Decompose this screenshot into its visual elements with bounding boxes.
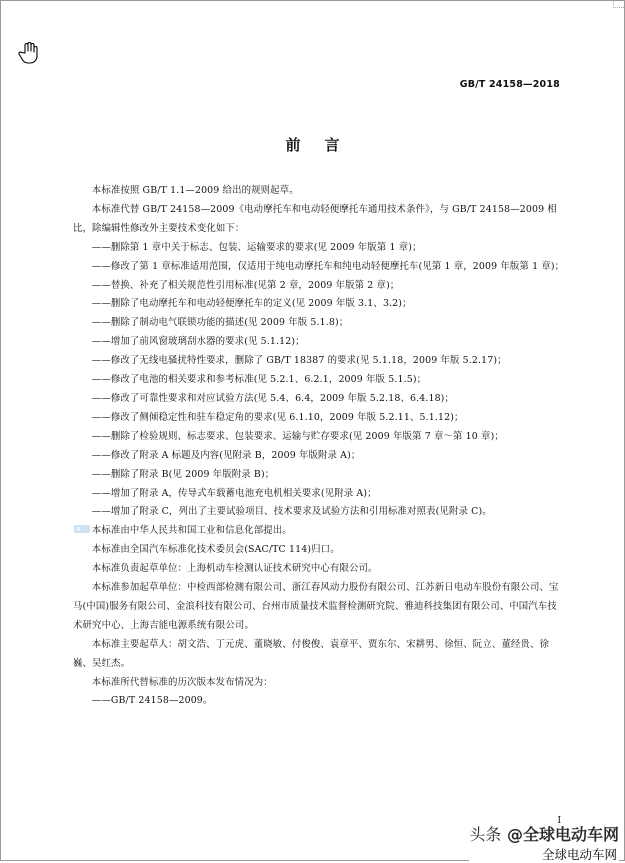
watermark-prefix: 头条 [469,825,502,844]
change-item: ——修改了电池的相关要求和参考标准(见 5.2.1、6.2.1，2009 年版 5.1.5)； [91,374,427,386]
paragraph: 本标准代替 GB/T 24158—2009《电动摩托车和电动轻便摩托车通用技术条件》，与 GB/T 24158—2009 相比，除编辑性修改外主要技术变化如下： [73,203,557,234]
paragraph: 本标准负责起草单位：上海机动车检测认证技术研究中心有限公司。 [91,563,378,575]
change-item: ——修改了无线电骚扰特性要求，删除了 GB/T 18387 的要求(见 5.1.18，2009 年版 5.2.17)； [91,355,507,367]
paragraph: 本标准由全国汽车标准化技术委员会(SAC/TC 114)归口。 [91,544,340,556]
change-item: ——修改了可靠性要求和对应试验方法(见 5.4、6.4，2009 年版 5.2.18、6.4.18)； [91,392,455,404]
paragraph: 本标准按照 GB/T 1.1—2009 给出的规则起草。 [91,185,299,196]
change-item: ——删除了检验规则、标志要求、包装要求、运输与贮存要求(见 2009 年版第 7 章～第 10 章)； [91,430,504,442]
page-number: I [557,816,561,826]
page-title: 前言 [285,136,364,154]
paragraph: 本标准主要起草人：胡文浩、丁元虎、董晓敏、付俊俊、袁章平、贾东尔、宋耕男、徐恒、阮立、董经贵、徐巍、吴红杰。 [73,638,550,669]
change-item: ——删除了制动电气联锁功能的描述(见 2009 年版 5.1.8)； [91,317,349,329]
faint-logo-icon [73,520,91,532]
change-item: ——增加了前风窗玻璃刮水器的要求(见 5.1.12)； [91,336,305,348]
paragraph: 本标准参加起草单位：中检西部检测有限公司、浙江春风动力股份有限公司、江苏新日电动车股份有限公司、宝马(中国)服务有限公司、金浪科技有限公司、台州市质量技术监督检测研究院、雅迪科技集团有限公司、中国汽车技术研究中心、上海吉能电源系统有限公司。 [73,582,559,631]
watermark-account: @全球电动车网 [506,825,619,844]
history-item: ——GB/T 24158—2009。 [91,695,213,707]
change-item: ——增加了附录 C，列出了主要试验项目、技术要求及试验方法和引用标准对照表(见附录 C)。 [91,506,492,518]
change-item: ——修改了侧倾稳定性和驻车稳定角的要求(见 6.1.10，2009 年版 5.2.11、5.1.12)； [91,411,464,423]
change-item: ——增加了附录 A，传导式车载蓄电池充电机相关要求(见附录 A)； [91,487,377,499]
change-item: ——删除第 1 章中关于标志、包装、运输要求的要求(见 2009 年版第 1 章)； [91,241,422,253]
change-item: ——删除了附录 B(见 2009 年版附录 B)； [91,468,275,480]
paragraph: 本标准所代替标准的历次版本发布情况为： [91,676,273,688]
change-item: ——修改了第 1 章标准适用范围，仅适用于纯电动摩托车和纯电动轻便摩托车(见第 1 章，2009 年版第 1 章)； [91,260,565,272]
watermark-site: 全球电动车网 [469,845,619,863]
change-item: ——修改了附录 A 标题及内容(见附录 B，2009 年版附录 A)； [91,449,361,461]
change-item: ——替换、补充了相关规范性引用标准(见第 2 章，2009 年版第 2 章)； [91,279,400,291]
source-watermark [469,822,619,863]
watermark-handle [469,822,619,845]
hand-cursor-icon [18,41,40,65]
page-corner-mark [613,1,624,8]
change-item: ——删除了电动摩托车和电动轻便摩托车的定义(见 2009 年版 3.1、3.2)； [91,298,412,310]
paragraph: 本标准由中华人民共和国工业和信息化部提出。 [91,525,292,537]
standard-number: GB/T 24158—2018 [459,79,560,90]
foreword-body [73,182,563,711]
